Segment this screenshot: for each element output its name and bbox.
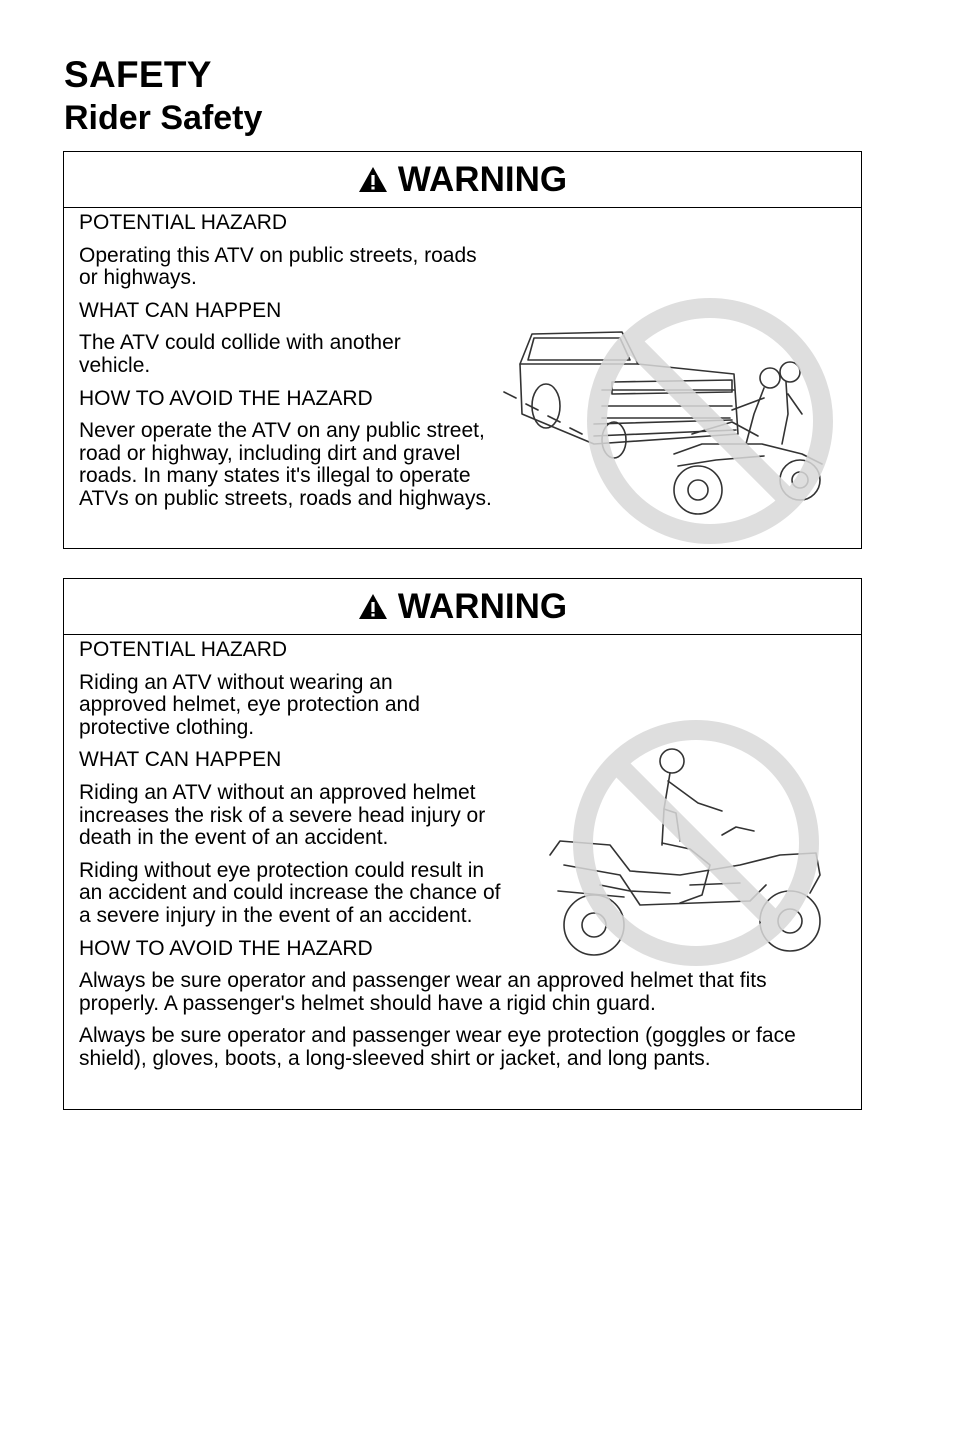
warning-header xyxy=(64,579,861,635)
rider-without-helmet-illustration xyxy=(540,715,840,975)
hazard-label: POTENTIAL HAZARD xyxy=(79,638,288,661)
warning-header xyxy=(64,152,861,208)
hazard-text: Operating this ATV on public streets, roads or highways. xyxy=(79,243,477,290)
happen-text-2: Riding without eye protection could result in an accident and could increase the chance of a severe injury in the event of an accident. xyxy=(79,858,501,927)
avoid-text-2: Always be sure operator and passenger wear eye protection (goggles or face shield), gloves, boots, a long-sleeved shirt or jacket, and long pants. xyxy=(79,1024,796,1070)
happen-text-1: Riding an ATV without an approved helmet increases the risk of a severe head injury or death in the event of an accident. xyxy=(79,780,486,850)
avoid-label: HOW TO AVOID THE HAZARD xyxy=(79,936,373,960)
warning-box-public-roads xyxy=(63,151,862,549)
hazard-label: POTENTIAL HAZARD xyxy=(79,211,288,234)
happen-label: WHAT CAN HAPPEN xyxy=(79,748,282,772)
warning-heading: WARNING xyxy=(397,586,568,626)
happen-label: WHAT CAN HAPPEN xyxy=(79,298,282,322)
section-title: Rider Safety xyxy=(64,99,263,137)
page-title: SAFETY xyxy=(64,54,212,95)
avoid-label: HOW TO AVOID THE HAZARD xyxy=(79,386,373,410)
warning-box-protective-gear xyxy=(63,578,862,1110)
atv-on-road-illustration xyxy=(502,294,842,554)
avoid-text-1: Always be sure operator and passenger wear an approved helmet that fits properly. A passenger's helmet should have a rigid chin guard. xyxy=(79,969,767,1015)
warning-triangle-icon xyxy=(358,593,388,620)
warning-triangle-icon xyxy=(358,166,388,193)
avoid-text: Never operate the ATV on any public street, road or highway, including dirt and gravel roads. In many states it's illegal to operate ATVs on public streets, roads and highways. xyxy=(79,419,492,510)
warning-heading: WARNING xyxy=(397,159,568,199)
hazard-text: Riding an ATV without wearing an approved helmet, eye protection and protective clothing. xyxy=(79,670,420,739)
happen-text: The ATV could collide with another vehicle. xyxy=(79,331,401,377)
